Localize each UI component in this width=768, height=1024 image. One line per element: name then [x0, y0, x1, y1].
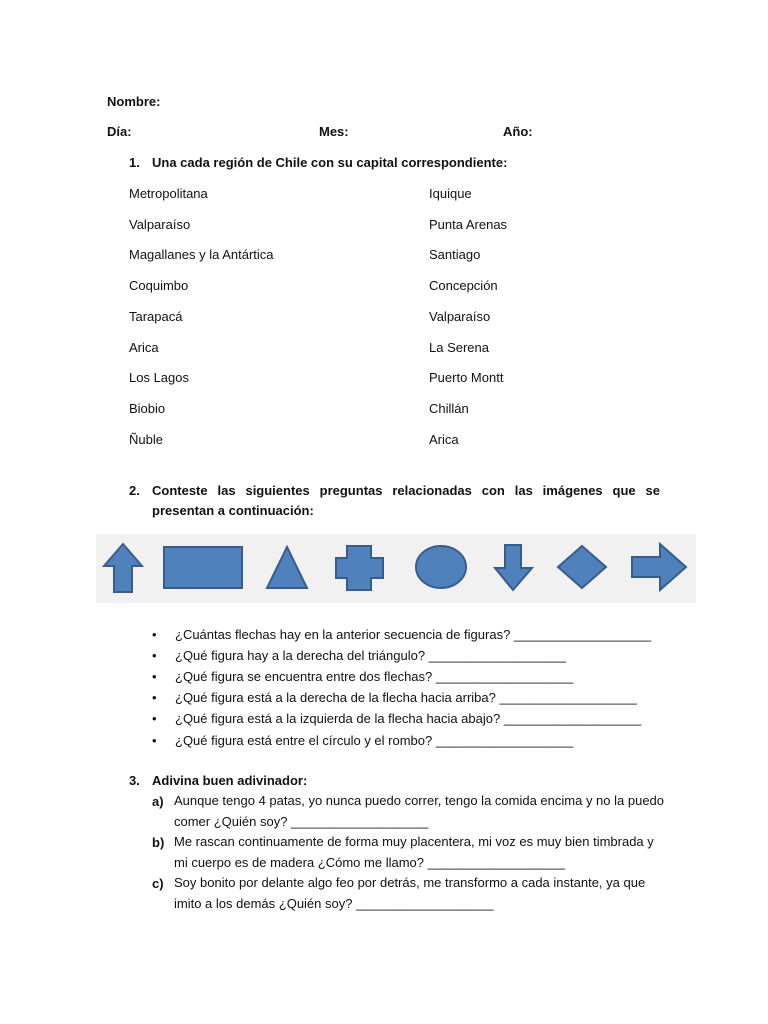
- cross-shape: [336, 546, 383, 590]
- capital-item: Santiago: [429, 247, 481, 262]
- question-text: ¿Qué figura está a la derecha de la flecha hacia arriba? ___________________: [175, 690, 637, 705]
- riddle-text: Me rascan continuamente de forma muy placentera, mi voz es muy bien timbrada y mi cuerpo es de madera ¿Cómo me llamo? ___________________: [174, 834, 654, 870]
- question-text: ¿Qué figura está entre el círculo y el rombo? ___________________: [175, 733, 574, 748]
- capital-item: Chillán: [429, 401, 469, 416]
- q3-title: Adivina buen adivinador:: [152, 773, 308, 788]
- mes-label: Mes:: [319, 124, 349, 139]
- arrow-down-shape: [495, 545, 532, 590]
- arrow-up-shape: [104, 544, 142, 592]
- region-item: Metropolitana: [129, 186, 208, 201]
- capital-item: Punta Arenas: [429, 217, 508, 232]
- q1-title: Una cada región de Chile con su capital correspondiente:: [152, 155, 508, 170]
- bullet-icon: •: [152, 711, 157, 726]
- region-item: Magallanes y la Antártica: [129, 247, 274, 262]
- bullet-icon: •: [152, 733, 157, 748]
- region-item: Ñuble: [129, 432, 163, 447]
- region-item: Arica: [129, 340, 159, 355]
- capital-item: Concepción: [429, 278, 498, 293]
- question-text: ¿Cuántas flechas hay en la anterior secuencia de figuras? ___________________: [175, 627, 652, 642]
- capital-item: Arica: [429, 432, 459, 447]
- shapes-sequence: [96, 534, 696, 603]
- region-item: Valparaíso: [129, 217, 191, 232]
- q3-number: 3.: [129, 773, 140, 788]
- nombre-label: Nombre:: [107, 94, 161, 109]
- anio-label: Año:: [503, 124, 533, 139]
- arrow-right-shape: [632, 544, 686, 590]
- shapes-canvas: [96, 534, 696, 603]
- region-item: Los Lagos: [129, 370, 189, 385]
- riddle-label: a): [152, 794, 164, 809]
- riddle-text: Aunque tengo 4 patas, yo nunca puedo correr, tengo la comida encima y no la puedo comer ¿Quién soy? ___________________: [174, 793, 665, 829]
- region-item: Biobio: [129, 401, 166, 416]
- dia-label: Día:: [107, 124, 132, 139]
- bullet-icon: •: [152, 648, 157, 663]
- diamond-shape: [558, 546, 606, 588]
- question-text: ¿Qué figura hay a la derecha del triángulo? ___________________: [175, 648, 567, 663]
- bullet-icon: •: [152, 690, 157, 705]
- q2-title-line1: Conteste las siguientes preguntas relacionadas con las imágenes que se: [152, 483, 660, 498]
- capital-item: Puerto Montt: [429, 370, 504, 385]
- bullet-icon: •: [152, 669, 157, 684]
- capital-item: Iquique: [429, 186, 472, 201]
- riddle-label: b): [152, 835, 165, 850]
- question-text: ¿Qué figura está a la izquierda de la flecha hacia abajo? ___________________: [175, 711, 642, 726]
- rectangle-shape: [164, 547, 242, 588]
- q2-number: 2.: [129, 483, 140, 498]
- riddle-text: Soy bonito por delante algo feo por detrás, me transformo a cada instante, ya que imito a los demás ¿Quién soy? ___________________: [174, 875, 646, 911]
- capital-item: La Serena: [429, 340, 489, 355]
- region-item: Coquimbo: [129, 278, 189, 293]
- region-item: Tarapacá: [129, 309, 183, 324]
- bullet-icon: •: [152, 627, 157, 642]
- riddle-label: c): [152, 876, 164, 891]
- question-text: ¿Qué figura se encuentra entre dos flechas? ___________________: [175, 669, 574, 684]
- circle-shape: [416, 546, 466, 588]
- triangle-shape: [267, 547, 307, 588]
- q1-number: 1.: [129, 155, 140, 170]
- capital-item: Valparaíso: [429, 309, 491, 324]
- q2-title-line2: presentan a continuación:: [152, 503, 314, 518]
